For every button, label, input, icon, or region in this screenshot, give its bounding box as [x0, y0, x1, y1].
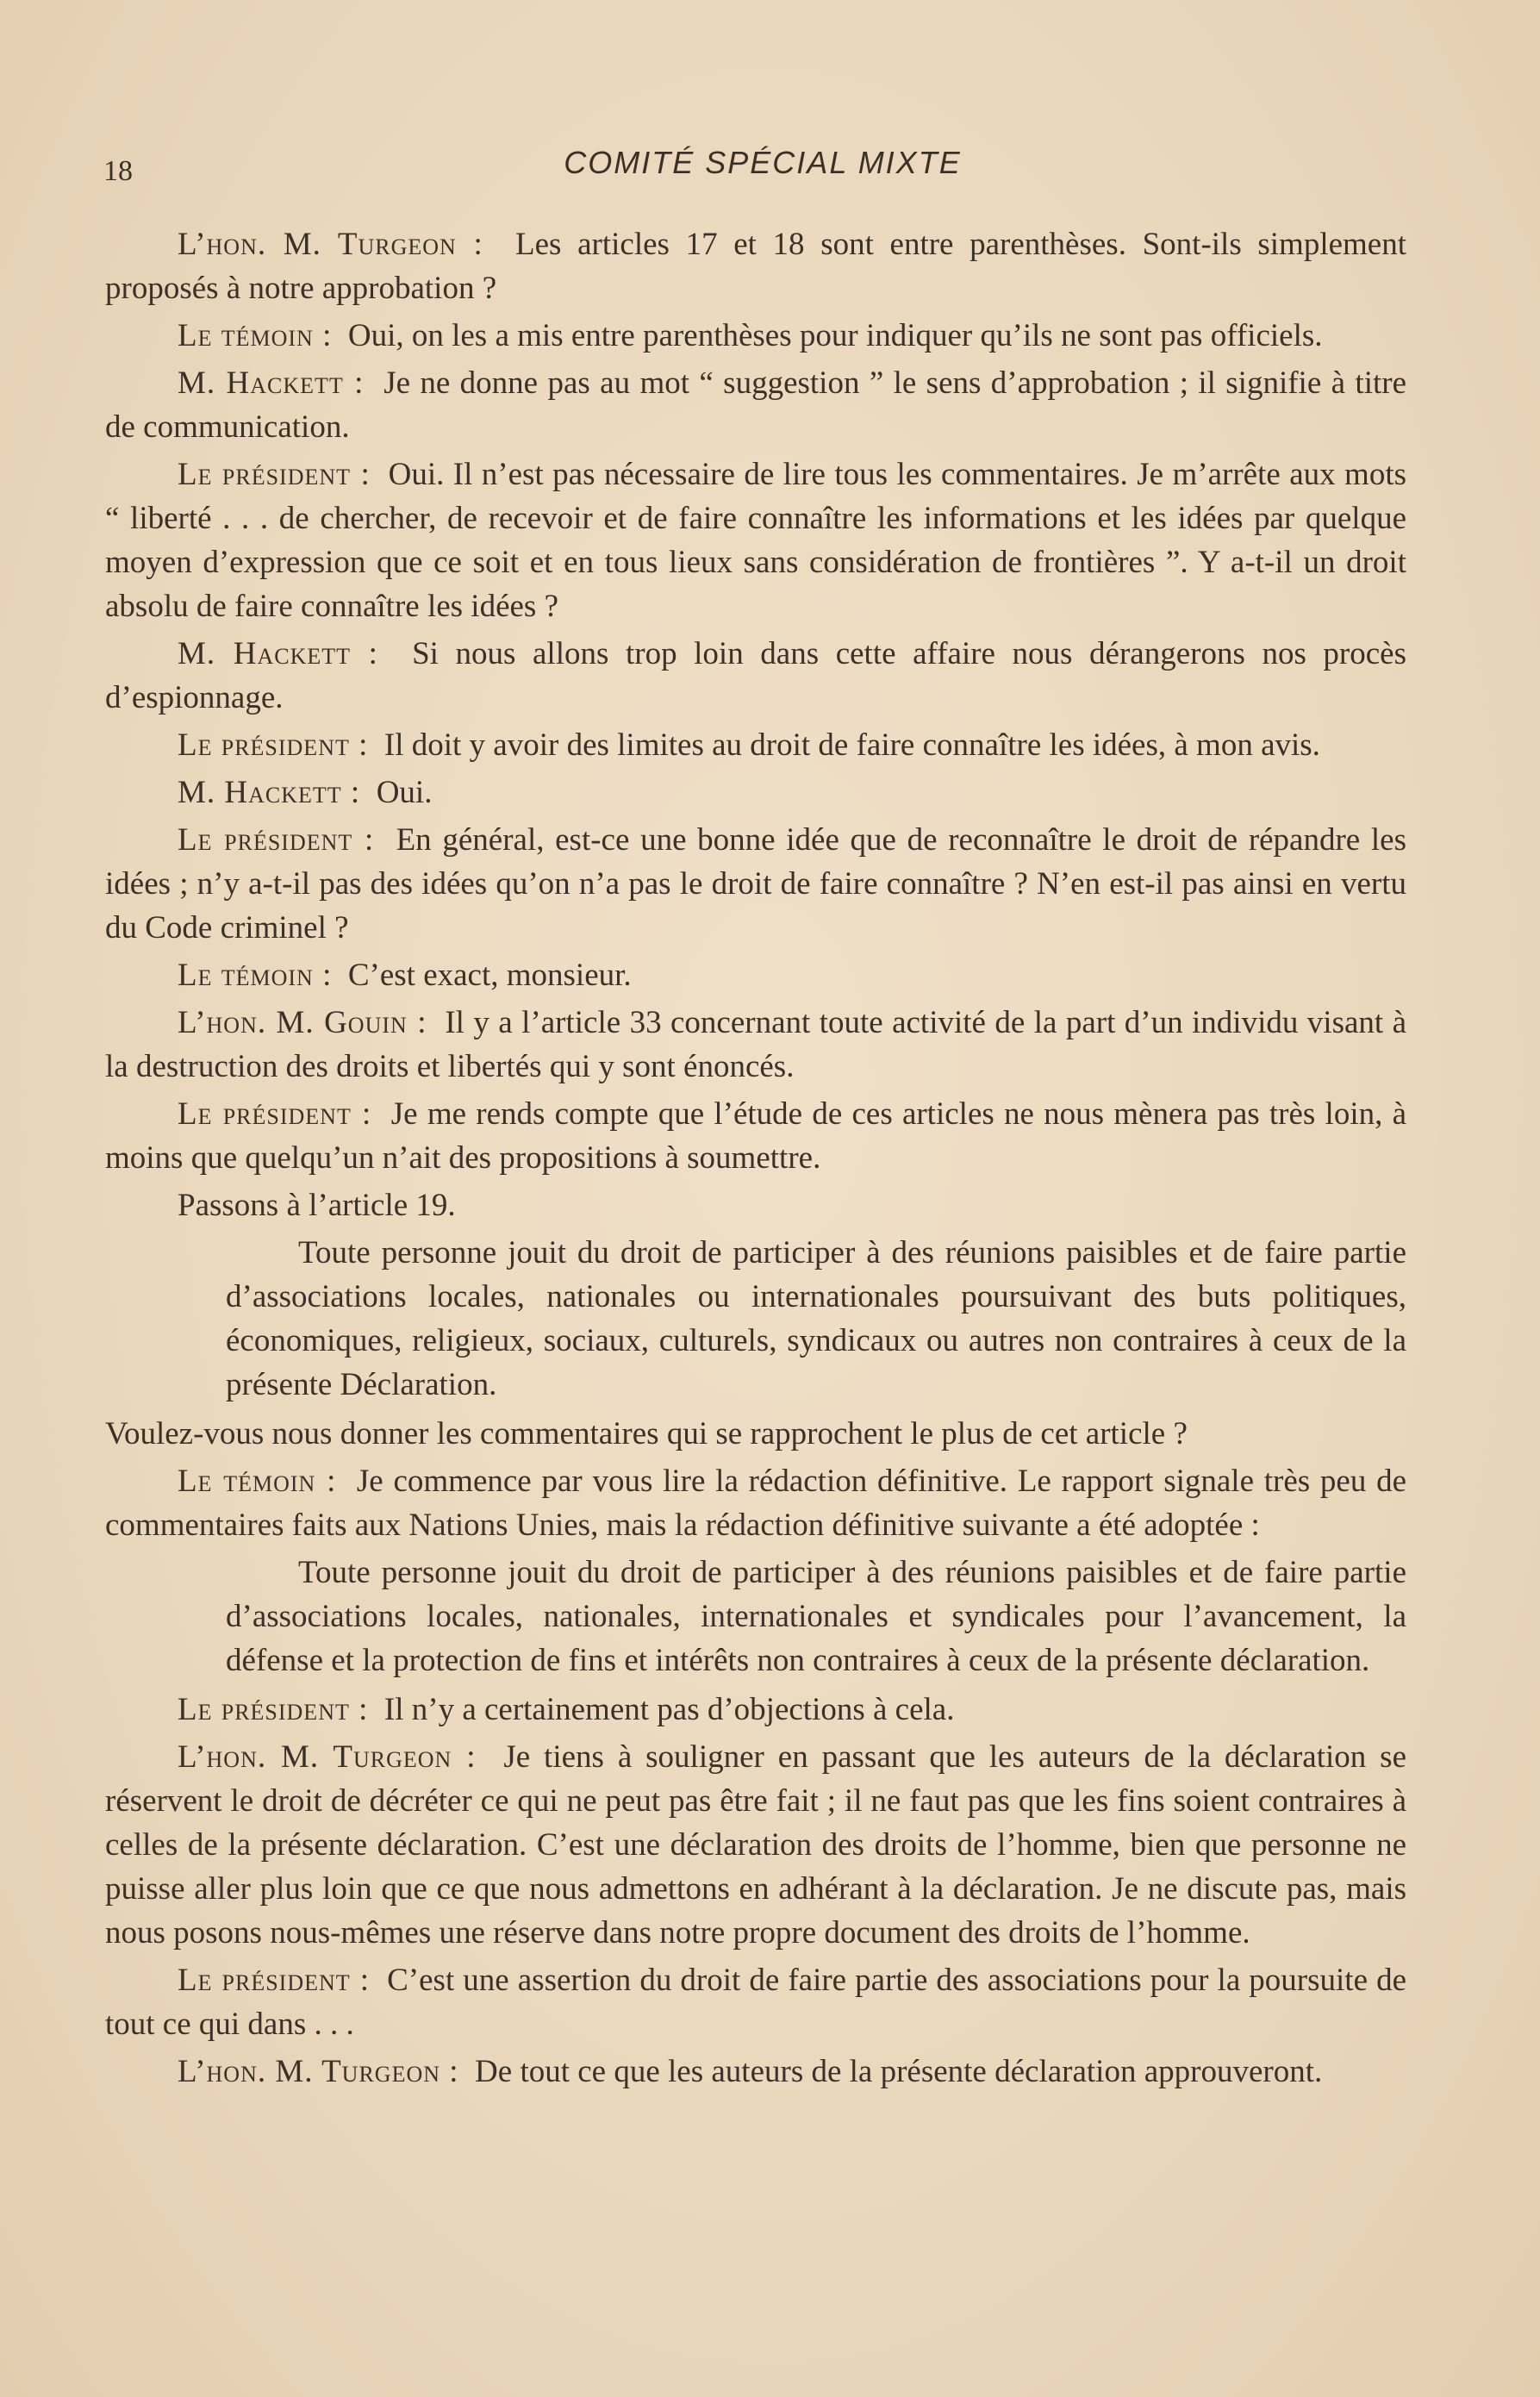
speech-text: De tout ce que les auteurs de la présente déclaration approuveront. — [475, 2054, 1323, 2089]
speech-text: Je me rends compte que l’étude de ces articles ne nous mènera pas très loin, à moins que quelqu’un n’ait des propositions à soumettre. — [105, 1096, 1406, 1176]
speaker-name: Le témoin : — [178, 1464, 337, 1499]
speech-text: C’est une assertion du droit de faire partie des associations pour la poursuite de tout ce qui dans . . . — [105, 1963, 1406, 2042]
speaker-name: L’hon. M. Turgeon : — [178, 227, 483, 262]
speaker-name: Le président : — [178, 1096, 372, 1132]
dialogue-paragraph — [105, 1001, 1406, 1089]
speech-text: Il y a l’article 33 concernant toute activité de la part d’un individu visant à la destruction des droits et libertés qui y sont énoncés. — [105, 1005, 1407, 1084]
dialogue-paragraph — [105, 1459, 1406, 1547]
dialogue-paragraph — [105, 953, 1406, 997]
speech-text: Si nous allons trop loin dans cette affaire nous dérangerons nos procès d’espionnage. — [105, 636, 1406, 715]
dialogue-paragraph — [105, 818, 1406, 950]
speaker-name: L’hon. M. Gouin : — [178, 1005, 427, 1040]
dialogue-paragraph — [105, 1688, 1406, 1732]
speaker-name: Le témoin : — [178, 318, 333, 353]
body-text — [105, 222, 1406, 2097]
speaker-name: Le président : — [178, 1692, 369, 1727]
speech-text: Oui. Il n’est pas nécessaire de lire tous les commentaires. Je m’arrête aux mots “ liberté . . . de chercher, de recevoir et de faire connaître les informations et les idées par quelque moyen d’expression que ce soit et en tous lieux sans considération de frontières ”. Y a-t-il un droit absolu de faire connaître les idées ? — [105, 457, 1406, 624]
speech-text: Il doit y avoir des limites au droit de faire connaître les idées, à mon avis. — [383, 727, 1320, 763]
speech-text: C’est exact, monsieur. — [347, 958, 632, 993]
dialogue-paragraph — [105, 771, 1406, 815]
speaker-name: M. Hackett : — [178, 636, 378, 671]
speech-text: Je commence par vous lire la rédaction définitive. Le rapport signale très peu de commentaires faits aux Nations Unies, mais la rédaction définitive suivante a été adoptée : — [105, 1464, 1407, 1543]
page-number: 18 — [103, 155, 133, 187]
speaker-name: M. Hackett : — [178, 365, 365, 401]
dialogue-paragraph — [105, 314, 1406, 358]
speaker-name: Le président : — [178, 1963, 370, 1998]
dialogue-paragraph — [105, 453, 1406, 628]
dialogue-paragraph — [105, 361, 1406, 449]
speaker-name: Le président : — [178, 822, 375, 858]
question-paragraph: Voulez-vous nous donner les commentaires qui se rapprochent le plus de cet article ? — [105, 1416, 1188, 1451]
speech-text: Je tiens à souligner en passant que les auteurs de la déclaration se réservent le droit de décréter ce qui ne peut pas être fait ; il ne faut pas que les fins soient contraires à celles de la présente déclaration. C’est une déclaration des droits de l’homme, bien que personne ne puisse aller plus loin que ce que nous admettons en adhérant à la déclaration. Je ne discute pas, mais nous posons nous-mêmes une réserve dans notre propre document des droits de l’homme. — [105, 1739, 1407, 1951]
page-header — [103, 138, 1422, 198]
speech-text: Les articles 17 et 18 sont entre parenthèses. Sont-ils simplement proposés à notre approbation ? — [105, 227, 1407, 306]
speaker-name: L’hon. M. Turgeon : — [178, 2054, 459, 2089]
speech-text: Oui, on les a mis entre parenthèses pour indiquer qu’ils ne sont pas officiels. — [347, 318, 1323, 353]
running-title: COMITÉ SPÉCIAL MIXTE — [564, 145, 962, 180]
speaker-name: Le président : — [178, 457, 371, 492]
speaker-name: M. Hackett : — [178, 775, 361, 810]
speaker-name: L’hon. M. Turgeon : — [178, 1739, 477, 1775]
dialogue-paragraph — [105, 222, 1406, 310]
speaker-name: Le témoin : — [178, 958, 333, 993]
speech-text: En général, est-ce une bonne idée que de reconnaître le droit de répandre les idées ; n’y a-t-il pas des idées qu’on n’a pas le droit de faire connaître ? N’en est-il pas ainsi en vertu du Code criminel ? — [105, 822, 1406, 946]
dialogue-paragraph — [105, 1092, 1406, 1180]
speech-text: Je ne donne pas au mot “ suggestion ” le sens d’approbation ; il signifie à titre de communication. — [105, 365, 1407, 445]
dialogue-paragraph — [105, 632, 1406, 720]
speech-text: Il n’y a certainement pas d’objections à cela. — [383, 1692, 955, 1727]
speaker-name: Le président : — [178, 727, 369, 763]
speech-text: Oui. — [376, 775, 433, 810]
quoted-article-final: Toute personne jouit du droit de participer à des réunions paisibles et de faire partie d’associations locales, nationales, internationales et syndicales pour l’avancement, la défense et la protection de fins et intérêts non contraires à ceux de la présente déclaration. — [226, 1555, 1406, 1678]
dialogue-paragraph — [105, 2050, 1406, 2094]
quoted-article-draft: Toute personne jouit du droit de participer à des réunions paisibles et de faire partie d’associations locales, nationales ou internationales poursuivant des buts politiques, économiques, religieux, sociaux, culturels, syndicaux ou autres non contraires à ceux de la présente Déclaration. — [226, 1235, 1406, 1402]
dialogue-paragraph — [105, 1958, 1406, 2046]
dialogue-paragraph — [105, 723, 1406, 767]
dialogue-paragraph — [105, 1735, 1406, 1955]
article-intro: Passons à l’article 19. — [178, 1188, 456, 1223]
